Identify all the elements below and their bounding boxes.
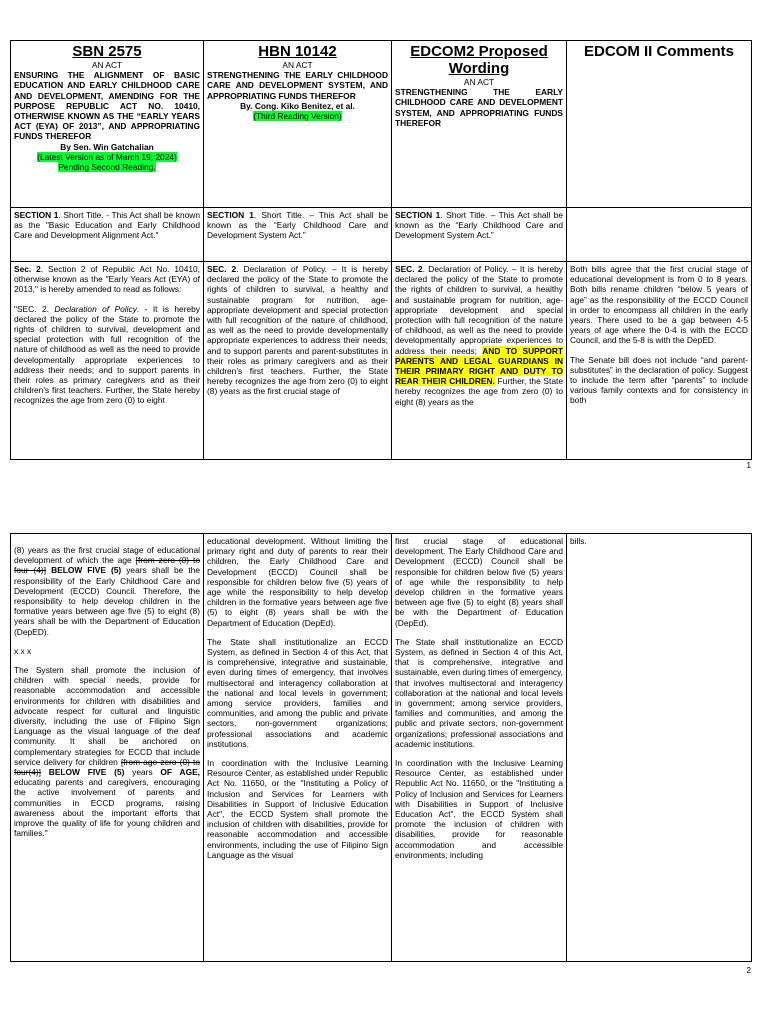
inserted-text: BELOW FIVE (5) [46,565,122,576]
cell-edcom-sec2-cont [392,534,567,962]
deleted-text: [from age zero (0) to four(4)] [14,756,201,778]
policy-text: . - It is hereby declared the policy of the State to promote the rights of children to survival, development and special protection with full recognition of the nature of childhood as well as the need to provide developmentally appropriate experiences to address their needs; and to support parents in their roles as primary caregivers and as their children's first teachers. Further, the State hereby recognizes the age from zero (0) to eight [14,303,200,406]
text-run: (8) years as the first crucial stage of educational development of which the age [14,545,200,566]
cell-comments-sec1 [567,208,752,262]
section-label: SEC. 2 [207,264,237,274]
document-page-1 [10,40,751,460]
cell-edcom-sec1 [392,208,567,262]
column-title: EDCOM II Comments [583,43,734,60]
proposed-insertion: AND TO SUPPORT PARENTS AND LEGAL GUARDIANS IN THEIR PRIMARY RIGHT AND DUTY TO REAR THEIR CHILDREN. [395,345,564,387]
section-text: . Section 2 of Republic Act No. 10410, otherwise known as the "Early Years Act (EYA) of 2013," is hereby amended to read as follows: [14,264,200,295]
version-status: (Third Reading Version) [253,111,342,122]
paragraph: educational development. Without limiting the primary right and duty of parents to rear their children, the Early Childhood Care and Development (ECCD) Council shall be responsible for children below five (5) years of age while the responsibility to help develop children in the formative years between age five (5) to eight (8) years shall be with the Department of Education (DepEd). [207,536,388,628]
author: By Sen. Win Gatchalian [60,141,154,152]
section-text: . Declaration of Policy. – It is hereby declared the policy of the State to promote the rights of children to survival, a healthy and sustainable program for nutrition, age-appropriate development and special protection with full recognition of the nature of childhood, as well as the need to provide developmentally appropriate experiences to address their needs; [395,264,563,356]
page-number: 1 [746,461,751,470]
paragraph: first crucial stage of educational development. The Early Childhood Care and Development (ECCD) Council shall be responsible for children below five (5) years of age while the responsibility to help develop children in the formative years between age five (5) to eight (8) years shall be with the Department of Education (DepEd). [395,536,563,628]
section-text: . Short Title. - This Act shall be known as the "Basic Education and Early Childhood Care and Development Alignment Act." [14,210,200,241]
paragraph: The State shall institutionalize an ECCD System, as defined in Section 4 of this Act, that is comprehensive, integrative and sustainable, even during times of emergency, that involves multisectoral and interagency collaboration at the national and local levels in government; among service providers, families and communities, and among the public and private sectors, non-government organizations; professional associations and academic institutions. [395,636,563,749]
cell-sbn-sec2-cont [11,534,204,962]
comparison-table [10,40,752,460]
section-label: SECTION 1 [14,210,59,220]
act-description: STRENGTHENING THE EARLY CHILDHOOD CARE AND DEVELOPMENT SYSTEM, AND APPROPRIATING FUNDS THEREFOR [395,87,563,128]
act-label: AN ACT [463,77,495,87]
comment-paragraph: The Senate bill does not include “and parent-substitutes” in the declaration of policy. Suggest to include the term after “parents” to include various family contexts and for consistency in both [570,354,748,406]
section-2-row [11,262,752,460]
inserted-text: OF AGE, [160,767,200,778]
author: By. Cong. Kiko Benitez, et al. [240,100,355,111]
section-label: SECTION 1 [395,210,441,220]
cell-edcom-sec2 [392,262,567,460]
section-text: . Declaration of Policy. – It is hereby declared the policy of the State to promote the rights of children to survival, a healthy and sustainable program for nutrition, age-appropriate development and special protection with full recognition of the nature of childhood, as well as the need to provide developmentally appropriate experiences to address their needs; and to support parents and parent-substitutes in their roles as primary caregivers and as their children’s first teachers. Further, the State hereby recognizes the age from zero (0) to eight (8) years as the first crucial stage of [207,264,388,397]
paragraph: In coordination with the Inclusive Learning Resource Center, as established under Republic Act No. 11650, or the "Instituting a Policy of Inclusion and Services for Learners with Disabilities in Support of Inclusive Education Act", the ECCD System shall promote the inclusion of children with disabilities, provide for reasonable accommodation and accessible environments, including the use of Filipino Sign Language as the visual [207,758,388,860]
cell-comments-sec2-cont [567,534,752,962]
header-sbn-2575 [11,41,204,208]
section-label: Sec. 2 [14,264,41,274]
section-text: . Short Title. – This Act shall be known as the “Early Childhood Care and Development System Act.” [207,210,389,241]
act-description: ENSURING THE ALIGNMENT OF BASIC EDUCATION AND EARLY CHILDHOOD CARE AND DEVELOPMENT, AMENDING FOR THE PURPOSE REPUBLIC ACT NO. 10410, OTHERWISE KNOWN AS THE “EARLY YEARS ACT (EYA) OF 2013”, AND APPROPRIATING FUNDS THEREFOR [14,70,200,142]
policy-prefix: "SEC. 2. [14,303,55,314]
act-label: AN ACT [282,60,313,70]
section-text: . Short Title. – This Act shall be known as the “Early Childhood Care and Development System Act.” [395,210,564,241]
column-title: HBN 10142 [258,43,337,60]
header-edcom-comments [567,41,752,208]
column-title: EDCOM2 Proposed Wording [410,43,548,77]
section-label: SEC. 2 [395,264,423,274]
comment-paragraph: bills. [570,536,587,546]
reading-status: Pending Second Reading. [58,162,156,173]
text-run: educating parents and caregivers, encouraging the active involvement of parents and communities in ECCD programs, raising awareness about the important efforts that improve the quality of life for young children and families." [14,777,200,839]
act-label: AN ACT [91,60,123,70]
header-row [11,41,752,208]
paragraph: The State shall institutionalize an ECCD System, as defined in Section 4 of this Act, that is comprehensive, integrative and sustainable, even during times of emergency, that involves multisectoral and interagency collaboration at the national and local levels in government; among service providers, families and communities, and among the public and private sectors, non-government organizations; professional associations and academic institutions. [207,636,388,749]
cell-sbn-sec2 [11,262,204,460]
deleted-text: [from zero (0) to four (4)] [14,555,200,576]
comment-paragraph: Both bills agree that the first crucial stage of educational development is from 0 to 8 years. Both bills rename children “below 5 years of age” as the responsibility of the ECCD Council in order to encompass all children in the early years. There used to be a gap between 4-5 years of age where the 0-4 is with the ECCD Council, and the 5-8 is with the DepED. [570,264,748,346]
text-run: years [124,767,161,778]
cell-hbn-sec2 [204,262,392,460]
section-1-row [11,208,752,262]
header-hbn-10142 [204,41,392,208]
act-description: STRENGTHENING THE EARLY CHILDHOOD CARE AND DEVELOPMENT SYSTEM, AND APPROPRIATING FUNDS THEREFOR [207,70,388,101]
paragraph: In coordination with the Inclusive Learning Resource Center, as established under Republic Act No. 11650, or the "Instituting a Policy of Inclusion and Services for Learners with Disabilities in Support of Inclusive Education Act", the ECCD System shall promote the inclusion of children with disabilities, provide for reasonable accommodation and accessible environments, including [395,758,563,860]
policy-heading: Declaration of Policy [54,303,137,314]
text-run: The System shall promote the inclusion of children with special needs, provide for reasonable accommodation and accessible environments for children with disabilities and advocate respect for cultural and linguistic diversity, including the use of Filipino Sign Language as the visual language of the deaf community. It shall be anchored on complementary strategies for ECCD that include service delivery for children [14,665,200,767]
document-page-2 [10,533,751,962]
cell-hbn-sec1 [204,208,392,262]
cell-hbn-sec2-cont [204,534,392,962]
section-text-continued: Further, the State hereby recognizes the age from zero (0) to eight (8) years as the [395,376,563,407]
header-edcom2-proposed [392,41,567,208]
inserted-text: BELOW FIVE (5) [41,767,125,778]
cell-sbn-sec1 [11,208,204,262]
section-2-continued-row [11,534,752,962]
section-label: SECTION 1 [207,210,254,220]
omission-marker: x x x [14,645,32,656]
comparison-table-continued [10,533,752,962]
column-title: SBN 2575 [72,43,142,60]
page-number: 2 [746,966,751,975]
cell-comments-sec2 [567,262,752,460]
text-run: years shall be the responsibility of the Early Childhood Care and Development (ECCD) Council. Therefore, the responsibility to help develop children in the formative years between age five (5) to eight (8) years shall be with the Department of Education (DepED). [14,565,201,637]
version-status: (Latest Version as of March 19, 2024) [37,151,177,162]
